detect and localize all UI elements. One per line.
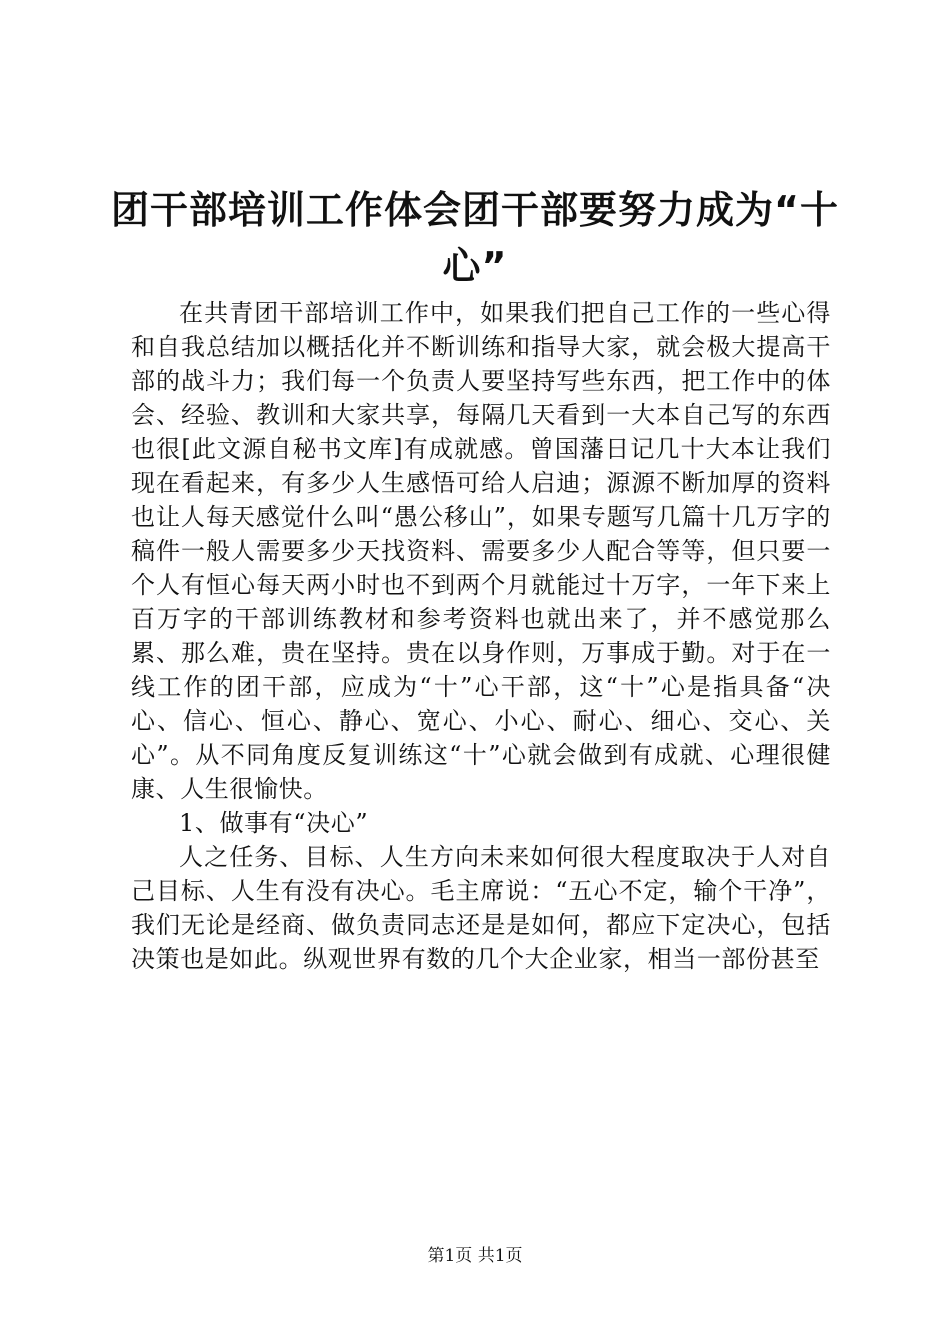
page-footer: 第1页 共1页 xyxy=(427,1246,523,1266)
document-body xyxy=(131,296,831,976)
body-paragraph: 人之任务、目标、人生方向未来如何很大程度取决于人对自己目标、人生有没有决心。毛主席说：“五心不定，输个干净”，我们无论是经商、做负责同志还是是如何，都应下定决心，包括决策也是如此。纵观世界有数的几个大企业家，相当一部份甚至 xyxy=(131,843,831,973)
section-heading: 1、做事有“决心” xyxy=(179,809,369,837)
body-paragraph: 在共青团干部培训工作中，如果我们把自己工作的一些心得和自我总结加以概括化并不断训练和指导大家，就会极大提高干部的战斗力；我们每一个负责人要坚持写些东西，把工作中的体会、经验、教训和大家共享，每隔几天看到一大本自己写的东西也很[此文源自秘书文库]有成就感。曾国藩日记几十大本让我们现在看起来，有多少人生感悟可给人启迪；源源不断加厚的资料也让人每天感觉什么叫“愚公移山”，如果专题写几篇十几万字的稿件一般人需要多少天找资料、需要多少人配合等等，但只要一个人有恒心每天两小时也不到两个月就能过十万字，一年下来上百万字的干部训练教材和参考资料也就出来了，并不感觉那么累、那么难，贵在坚持。贵在以身作则，万事成于勤。对于在一线工作的团干部，应成为“十”心干部，这“十”心是指具备“决心、信心、恒心、静心、宽心、小心、耐心、细心、交心、关心”。从不同角度反复训练这“十”心就会做到有成就、心理很健康、人生很愉快。 xyxy=(131,299,831,803)
document-title: 团干部培训工作体会团干部要努力成为“十心” xyxy=(111,188,839,288)
